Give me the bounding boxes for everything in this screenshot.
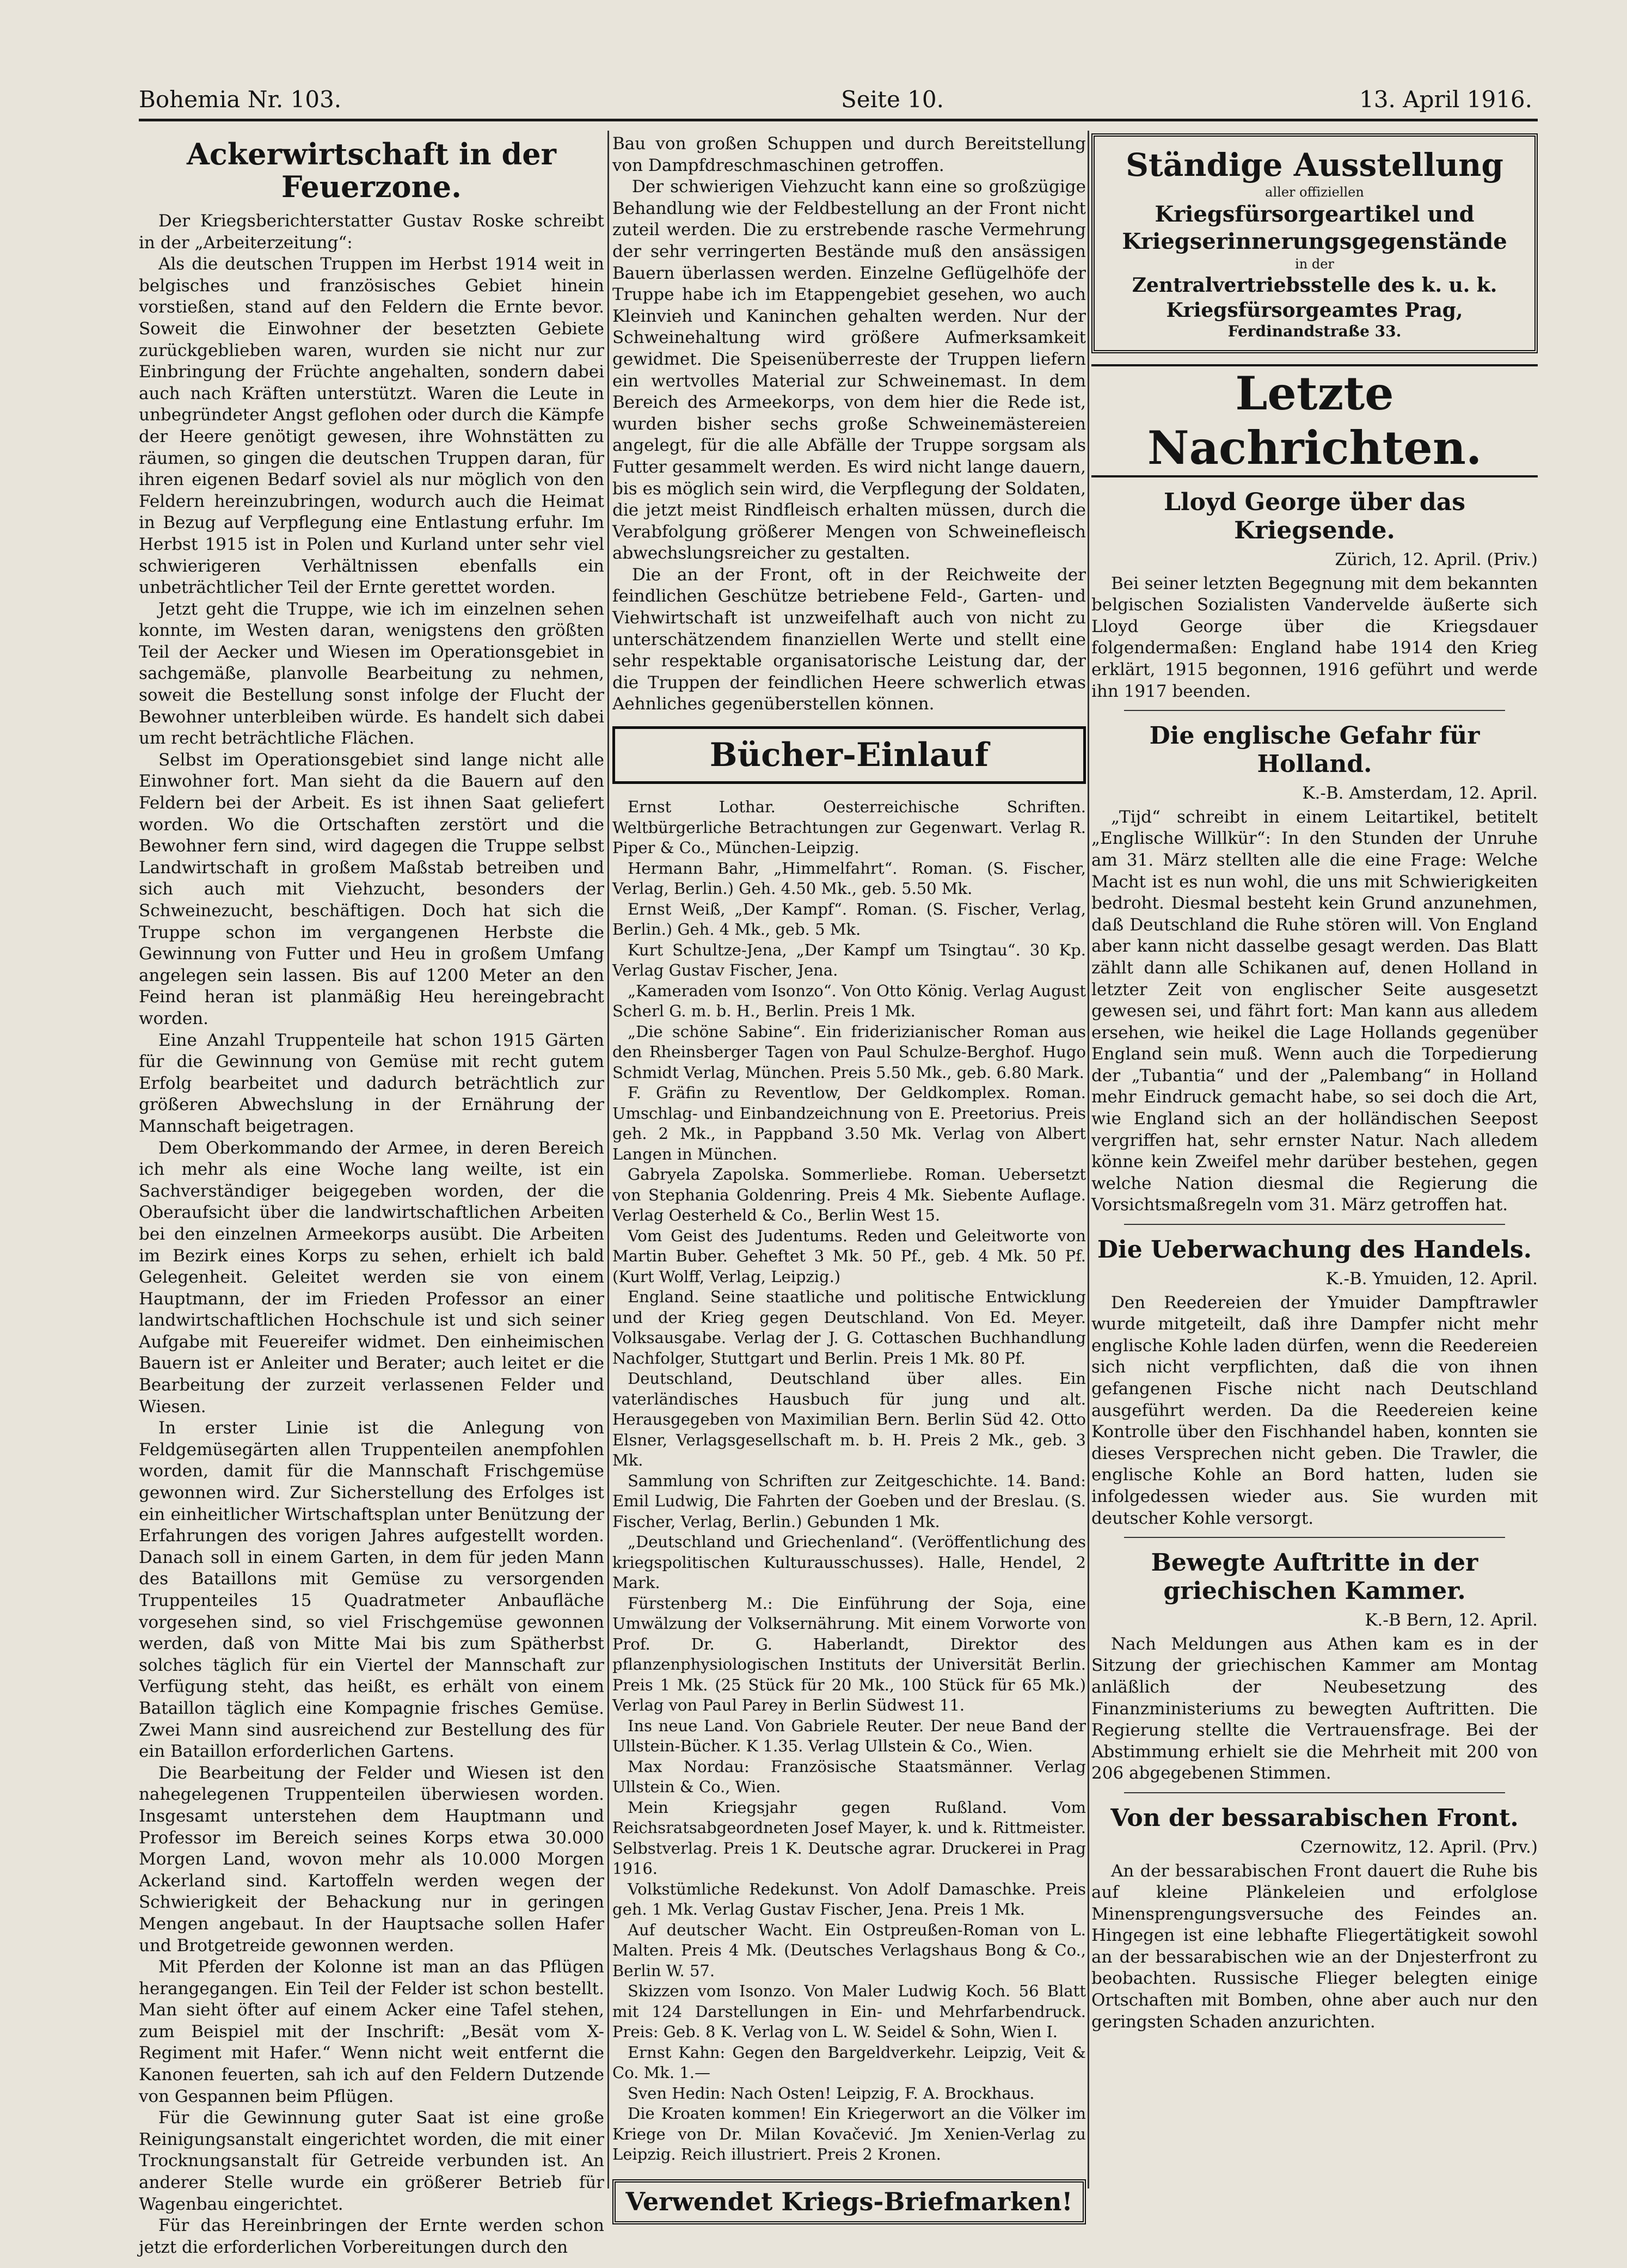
book-entry: Gabryela Zapolska. Sommerliebe. Roman. Uebersetzt von Stephania Goldenring. Preis 4 Mk. Siebente Auflage. Verlag Oesterheld & Co., Berlin West 15. — [612, 1165, 1086, 1225]
stamps-advertisement: Verwendet Kriegs-Briefmarken! — [612, 2179, 1086, 2225]
book-entry: Fürstenberg M.: Die Einführung der Soja, eine Umwälzung der Volksernährung. Mit einem Vorworte von Prof. Dr. G. Haberlandt, Direktor des pflanzenphysiologischen Instituts der Universität Berlin. Preis 1 Mk. (25 Stück für 20 Mk., 100 Stück für 65 Mk.) Verlag von Paul Parey in Berlin Südwest 11. — [612, 1593, 1086, 1715]
book-entry: „Die schöne Sabine“. Ein friderizianischer Roman aus den Rheinsberger Tagen von Paul Schulze-Berghof. Hugo Schmidt Verlag, München. Preis 5.50 Mk., geb. 6.80 Mark. — [612, 1022, 1086, 1082]
ad-heading: Ständige Ausstellung — [1126, 146, 1503, 183]
book-entry: Deutschland, Deutschland über alles. Ein vaterländisches Hausbuch für jung und alt. Herausgegeben von Maximilian Bern. Berlin Süd 42. Otto Elsner, Verlagsgesellschaft m. b. H. Preis 2 Mk., geb. 3 Mk. — [612, 1369, 1086, 1470]
article-paragraph: Der Kriegsberichterstatter Gustav Roske schreibt in der „Arbeiterzeitung“: — [139, 211, 604, 253]
book-entry: Hermann Bahr, „Himmelfahrt“. Roman. (S. Fischer, Verlag, Berlin.) Geh. 4.50 Mk., geb. 5.50 Mk. — [612, 859, 1086, 898]
news-dateline: Zürich, 12. April. (Priv.) — [1335, 550, 1538, 569]
news-section-title: Letzte Nachrichten. — [1091, 364, 1538, 477]
book-entry: „Kameraden vom Isonzo“. Von Otto König. Verlag August Scherl G. m. b. H., Berlin. Preis 1 Mk. — [612, 981, 1086, 1021]
news-headline: Von der bessarabischen Front. — [1110, 1804, 1519, 1832]
book-entry: England. Seine staatliche und politische Entwicklung und der Krieg gegen Deutschland. Von Ed. Meyer. Volksausgabe. Verlag der J. G. Cottaschen Buchhandlung Nachfolger, Stuttgart und Berlin. Preis 1 Mk. 80 Pf. — [612, 1288, 1086, 1368]
news-text: Nach Meldungen aus Athen kam es in der Sitzung der griechischen Kammer am Montag anläßlich der Neubesetzung des Finanzministeriums zu bewegten Auftritten. Die Regierung stellte die Vertrauensfrage. Bei der Abstimmung erhielt sie die Mehrheit mit 200 von 206 abgegebenen Stimmen. — [1091, 1634, 1538, 1783]
book-entry: „Deutschland und Griechenland“. (Veröffentlichung des kriegspolitischen Kulturausschusses). Halle, Hendel, 2 Mark. — [612, 1533, 1086, 1592]
header-masthead: Bohemia Nr. 103. — [139, 86, 342, 113]
news-dateline: K.-B. Ymuiden, 12. April. — [1325, 1269, 1538, 1289]
book-entry: F. Gräfin zu Reventlow, Der Geldkomplex. Roman. Umschlag- und Einbandzeichnung von E. Preetorius. Preis geh. 2 Mk., in Pappband 3.50 Mk. Verlag von Albert Langen in München. — [612, 1083, 1086, 1163]
article-paragraph: In erster Linie ist die Anlegung von Feldgemüsegärten allen Truppenteilen anempfohlen worden, damit für die Mannschaft Frischgemüse gewonnen wird. Zur Sicherstellung des Erfolges ist ein einheitlicher Wirtschaftsplan unter Benützung der Erfahrungen des vorigen Jahres aufgestellt worden. Danach soll in einem Garten, in dem für jeden Mann des Bataillons mit Gemüse zu versorgenden Truppenteiles 15 Quadratmeter Anbaufläche vorgesehen sind, so viel Frischgemüse gewonnen werden, daß von Mitte Mai bis zum Spätherbst solches täglich für ein Viertel der Mannschaft zur Verfügung steht, das heißt, es erhält von einem Bataillon täglich eine Kompagnie frisches Gemüse. Zwei Mann sind ausreichend zur Bestellung des für ein Bataillon erforderlichen Gartens. — [139, 1418, 604, 1762]
ad-items: Kriegsfürsorgeartikel und Kriegserinnerungsgegenstände — [1122, 201, 1507, 254]
article-paragraph: Der schwierigen Viehzucht kann eine so großzügige Behandlung wie der Feldbestellung an der Front nicht zuteil werden. Die zu erstrebende rasche Vermehrung der sehr verringerten Bestände muß den ansässigen Bauern überlassen werden. Einzelne Geflügelhöfe der Truppe habe ich im Etappengebiet gesehen, wo auch Kleinvieh und Kaninchen gehalten werden. Nur der Schweinehaltung wird größere Aufmerksamkeit gewidmet. Die Speisenüberreste der Truppen liefern ein wertvolles Material zur Schweinemast. In dem Bereich des Armeekorps, von dem hier die Rede ist, wurden bisher sechs große Schweinemästereien angelegt, für die alle Abfälle der Truppe sorgsam als Futter gesammelt werden. Es wird nicht lange dauern, bis es möglich sein wird, die Verpflegung der Soldaten, die jetzt meist Rindfleisch erhalten müssen, durch die Verabfolgung größerer Mengen von Schweinefleisch abwechslungsreicher zu gestalten. — [612, 177, 1086, 563]
book-entry: Ernst Kahn: Gegen den Bargeldverkehr. Leipzig, Veit & Co. Mk. 1.— — [612, 2043, 1086, 2082]
book-entry: Sven Hedin: Nach Osten! Leipzig, F. A. Brockhaus. — [628, 2083, 1035, 2103]
article-paragraph: Für die Gewinnung guter Saat ist eine große Reinigungsanstalt eingerichtet worden, die mit einer Trocknungsanstalt für Getreide verbunden ist. An anderer Stelle wurde ein größerer Betrieb für Wagenbau eingerichtet. — [139, 2108, 604, 2214]
book-entry: Mein Kriegsjahr gegen Rußland. Vom Reichsratsabgeordneten Josef Mayer, k. und k. Rittmeister. Selbstverlag. Preis 1 K. Deutsche agrar. Druckerei in Prag 1916. — [612, 1798, 1086, 1878]
news-separator — [1124, 1792, 1505, 1793]
book-entry: Max Nordau: Französische Staatsmänner. Verlag Ullstein & Co., Wien. — [612, 1757, 1086, 1797]
news-text: Bei seiner letzten Begegnung mit dem bekannten belgischen Sozialisten Vandervelde äußerte sich Lloyd George über die Kriegsdauer folgendermaßen: England habe 1914 den Krieg erklärt, 1915 begonnen, 1916 geführt und werde ihn 1917 beenden. — [1091, 573, 1538, 701]
book-entry: Auf deutscher Wacht. Ein Ostpreußen-Roman von L. Malten. Preis 4 Mk. (Deutsches Verlagshaus Bong & Co., Berlin W. 57. — [612, 1920, 1086, 1980]
column-3 — [1091, 133, 1538, 2033]
book-entry: Ernst Weiß, „Der Kampf“. Roman. (S. Fischer, Verlag, Berlin.) Geh. 4 Mk., geb. 5 Mk. — [612, 899, 1086, 939]
article-paragraph: Jetzt geht die Truppe, wie ich im einzelnen sehen konnte, im Westen daran, wenigstens den größten Teil der Aecker und Wiesen im Operationsgebiet in sachgemäße, planvolle Bearbeitung zu nehmen, soweit die Bestellung sonst infolge der Flucht der Bewohner unterbleiben würde. Es handelt sich dabei um recht beträchtliche Flächen. — [139, 599, 604, 749]
article-paragraph: Mit Pferden der Kolonne ist man an das Pflügen herangegangen. Ein Teil der Felder ist schon bestellt. Man sieht öfter auf einem Acker eine Tafel stehen, zum Beispiel mit der Inschrift: „Besät vom X-Regiment mit Hafer.“ Wenn nicht weit entfernt die Kanonen feuerten, sah ich auf den Feldern Dutzende von Gespannen beim Pflügen. — [139, 1957, 604, 2106]
news-dateline: K.-B. Amsterdam, 12. April. — [1302, 783, 1538, 804]
header-page-number: Seite 10. — [841, 86, 944, 113]
book-entry: Kurt Schultze-Jena, „Der Kampf um Tsingtau“. 30 Kp. Verlag Gustav Fischer, Jena. — [612, 940, 1086, 980]
news-separator — [1124, 1537, 1505, 1538]
book-entry: Ernst Lothar. Oesterreichische Schriften. Weltbürgerliche Betrachtungen zur Gegenwart. Verlag R. Piper & Co., München-Leipzig. — [612, 798, 1086, 857]
book-entry: Die Kroaten kommen! Ein Kriegerwort an die Völker im Kriege von Dr. Milan Kovačević. Jm Xenien-Verlag zu Leipzig. Reich illustriert. Preis 2 Kronen. — [612, 2104, 1086, 2164]
article-paragraph: Die Bearbeitung der Felder und Wiesen ist den nahegelegenen Truppenteilen überwiesen worden. Insgesamt unterstehen dem Hauptmann und Professor im Bereich seines Korps etwa 30.000 Morgen Land, wovon mehr als 10.000 Morgen Ackerland sind. Kartoffeln werden wegen der Schwierigkeit der Behackung nur in geringen Mengen angebaut. In der Hauptsache sollen Hafer und Brotgetreide gewonnen werden. — [139, 1763, 604, 1956]
article-paragraph: Die an der Front, oft in der Reichweite der feindlichen Geschütze betriebene Feld-, Garten- und Viehwirtschaft ist unzweifelhaft auch von nicht zu unterschätzendem finanziellen Werte und stellt eine sehr respektable organisatorische Leistung dar, der die Truppen der feindlichen Heere schwerlich etwas Aehnliches gegenüberstellen können. — [612, 565, 1086, 714]
news-headline: Bewegte Auftritte in der griechischen Kammer. — [1151, 1549, 1478, 1605]
ad-address: Ferdinandstraße 33. — [1227, 322, 1402, 340]
book-entry: Volkstümliche Redekunst. Von Adolf Damaschke. Preis geh. 1 Mk. Verlag Gustav Fischer, Jena. Preis 1 Mk. — [612, 1879, 1086, 1919]
book-entry: Ins neue Land. Von Gabriele Reuter. Der neue Band der Ullstein-Bücher. K 1.35. Verlag Ullstein & Co., Wien. — [612, 1716, 1086, 1756]
news-separator — [1124, 1224, 1505, 1225]
news-headline: Lloyd George über das Kriegsende. — [1163, 488, 1466, 544]
news-text: Den Reedereien der Ymuider Dampftrawler wurde mitgeteilt, daß ihre Dampfer nicht mehr englische Kohle laden dürfen, wenn die Reedereien sich nicht verpflichten, daß die von ihnen gefangenen Fische nicht nach Deutschland ausgeführt werden. Da die Reedereien keine Kontrolle über den Fischhandel haben, konnten sie dieses Versprechen nicht geben. Die Trawler, die englische Kohle an Bord hatten, luden sie infolgedessen wieder aus. Sie wurden mit deutscher Kohle versorgt. — [1091, 1292, 1538, 1528]
column-2 — [612, 133, 1086, 2224]
column-divider — [607, 131, 609, 2189]
books-section-title: Bücher-Einlauf — [612, 726, 1086, 784]
ad-small-text: in der — [1295, 256, 1334, 272]
book-entry: Vom Geist des Judentums. Reden und Geleitworte von Martin Buber. Geheftet 3 Mk. 50 Pf., geb. 4 Mk. 50 Pf. (Kurt Wolff, Verlag, Leipzig.) — [612, 1226, 1086, 1286]
book-entry: Skizzen vom Isonzo. Von Maler Ludwig Koch. 56 Blatt mit 124 Darstellungen in Ein- und Mehrfarbendruck. Preis: Geb. 8 K. Verlag von L. W. Seidel & Sohn, Wien I. — [612, 1982, 1086, 2042]
column-1 — [139, 133, 604, 2258]
news-headline: Die Ueberwachung des Handels. — [1097, 1236, 1532, 1264]
article-paragraph: Selbst im Operationsgebiet sind lange nicht alle Einwohner fort. Man sieht da die Bauern auf den Feldern bei der Arbeit. Es ist ihnen Saat geliefert worden. Wo die Ortschaften zerstört und die Bewohner fern sind, wird dagegen die Truppe selbst Landwirtschaft in großem Maßstab betreiben und sich auch mit Viehzucht, besonders der Schweinezucht, beschäftigen. Doch hat sich die Truppe schon im vergangenen Herbste die Gewinnung von Futter und Heu in großem Umfang angelegen sein lassen. Bis auf 1200 Meter an den Feind heran ist planmäßig Heu hereingebracht worden. — [139, 750, 604, 1028]
article-paragraph: Bau von großen Schuppen und durch Bereitstellung von Dampfdreschmaschinen getroffen. — [612, 134, 1086, 175]
article-paragraph: Für das Hereinbringen der Ernte werden schon jetzt die erforderlichen Vorbereitungen durch den — [139, 2216, 604, 2257]
article-paragraph: Als die deutschen Truppen im Herbst 1914 weit in belgisches und französisches Gebiet hinein vorstießen, stand auf den Feldern die Ernte bevor. Soweit die Einwohner der besetzten Gebiete zurückgeblieben waren, wurden sie nicht nur zur Einbringung der Früchte angehalten, sondern dabei auch nach Kräften unterstützt. Waren die Leute in unbegründeter Angst geflohen oder durch die Kämpfe der Heere genötigt gewesen, ihre Wohnstätten zu räumen, so gingen die deutschen Truppen daran, für ihren eigenen Bedarf soviel als nur möglich von den Feldern hereinzubringen, wodurch auch die Heimat in Bezug auf Verpflegung eine Entlastung erfuhr. Im Herbst 1915 ist in Polen und Kurland unter sehr viel schwierigeren Verhältnissen ebenfalls ein unbeträchtlicher Teil der Ernte gerettet worden. — [139, 254, 604, 598]
news-dateline: Czernowitz, 12. April. (Prv.) — [1300, 1837, 1538, 1857]
news-text: An der bessarabischen Front dauert die Ruhe bis auf kleine Plänkeleien und erfolglose Minensprengungsversuche des Feindes an. Hingegen ist eine lebhafte Fliegertätigkeit sowohl an der bessarabischen wie an der Dnjesterfront zu beobachten. Russische Flieger belegten einige Ortschaften mit Bomben, ohne aber auch nur den geringsten Schaden anzurichten. — [1091, 1861, 1538, 2032]
header-rule — [139, 119, 1538, 121]
article-paragraph: Eine Anzahl Truppenteile hat schon 1915 Gärten für die Gewinnung von Gemüse mit recht gutem Erfolg bearbeitet und dadurch beträchtlich zur größeren Abwechslung in der Ernährung der Mannschaft beigetragen. — [139, 1030, 604, 1136]
news-headline: Die englische Gefahr für Holland. — [1149, 722, 1480, 779]
news-separator — [1124, 710, 1505, 711]
news-dateline: K.-B Bern, 12. April. — [1365, 1610, 1538, 1630]
exhibition-advertisement — [1091, 133, 1538, 353]
book-entry: Sammlung von Schriften zur Zeitgeschichte. 14. Band: Emil Ludwig, Die Fahrten der Goeben und der Breslau. (S. Fischer, Verlag, Berlin.) Gebunden 1 Mk. — [612, 1471, 1086, 1531]
article-paragraph: Dem Oberkommando der Armee, in deren Bereich ich mehr als eine Woche lang weilte, ist ein Sachverständiger beigegeben worden, der die Oberaufsicht über die landwirtschaftlichen Arbeiten bei den einzelnen Armeekorps ausübt. Die Arbeiten im Bezirk eines Korps zu sehen, erhielt ich bald Gelegenheit. Geleitet werden sie von einem Hauptmann, der im Frieden Professor an einer landwirtschaftlichen Hochschule ist und sich seiner Aufgabe mit Feuereifer widmet. Den einheimischen Bauern ist er Anleiter und Berater; auch leitet er die Bearbeitung der zurzeit verlassenen Felder und Wiesen. — [139, 1138, 604, 1417]
news-text: „Tijd“ schreibt in einem Leitartikel, betitelt „Englische Willkür“: In den Stunden der Unruhe am 31. März stellten alle die eine Frage: Welche Macht ist es nun wohl, die uns mit Schwierigkeiten bedroht. Diesmal besteht kein Grund anzunehmen, daß Deutschland die Ruhe stören will. Von England aber kann nicht dasselbe gesagt werden. Das Blatt zählt dann alle Schikanen auf, denen Holland in letzter Zeit von englischer Seite ausgesetzt gewesen sei, und fährt fort: Man kann aus alledem ersehen, wie heikel die Lage Hollands gegenüber England sein muß. Wenn auch die Torpedierung der „Tubantia“ und der „Palembang“ in Holland mehr Eindruck gemacht habe, so sei doch die Art, wie England sich an der holländischen Seepost vergriffen hat, sehr ernster Natur. Nach alledem könne kein Zweifel mehr darüber bestehen, gegen welche Nation diesmal die Regierung die Vorsichtsmaßregeln vom 31. März getroffen hat. — [1091, 807, 1538, 1215]
page-header — [139, 81, 1532, 124]
header-date: 13. April 1916. — [1359, 86, 1532, 113]
ad-small-text: aller offiziellen — [1265, 185, 1364, 200]
article-title: Ackerwirtschaft in der Feuerzone. — [186, 137, 557, 204]
ad-office: Zentralvertriebsstelle des k. u. k. Kriegsfürsorgeamtes Prag, — [1132, 274, 1497, 322]
column-divider — [1088, 131, 1089, 2189]
